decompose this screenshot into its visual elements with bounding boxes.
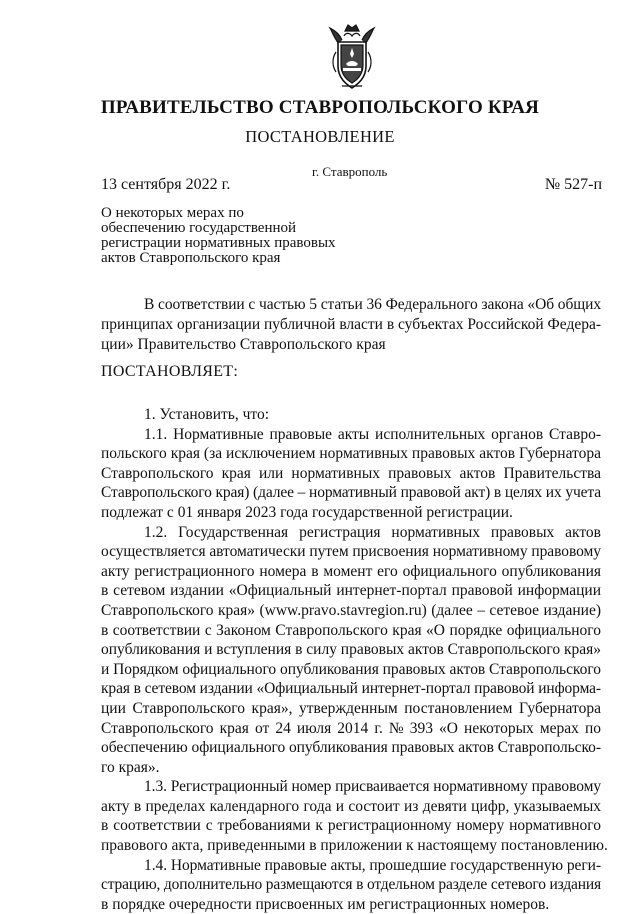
document-date: 13 сентября 2022 г. <box>101 176 231 193</box>
document-body <box>101 405 608 914</box>
body-line: края в сетевом издании «Официальный интернет-портал правовой информа- <box>101 680 601 698</box>
city-label: г. Ставрополь <box>312 164 388 179</box>
document-number: № 527-п <box>544 176 602 193</box>
subject-line: обеспечению государственной <box>101 220 297 236</box>
body-line: и Порядком официального опубликования правовых актов Ставропольского <box>101 660 601 678</box>
body-line: осуществляется автоматически путем присвоения нормативному правовому <box>101 543 601 561</box>
body-line: 1.2. Государственная регистрация нормативных правовых актов <box>144 523 601 541</box>
body-line: в соответствии с требованиями к регистрационному номеру нормативного <box>101 817 601 835</box>
subject-line: актов Ставропольского края <box>101 250 281 266</box>
preamble-line: ции» Правительство Ставропольского края <box>101 336 386 353</box>
body-line: Ставропольского края или нормативных правовых актов Правительства <box>101 464 601 482</box>
body-line: Ставропольского края» (www.pravo.stavregion.ru) (далее – сетевое издание) <box>101 601 601 619</box>
body-line: 1.3. Регистрационный номер присваивается нормативному правовому <box>144 778 601 796</box>
subject-line: О некоторых мерах по <box>101 205 244 221</box>
body-line: 1.4. Нормативные правовые акты, прошедшие государственную реги- <box>144 856 601 874</box>
body-line: в соответствии с Законом Ставропольского края «О порядке официального <box>101 621 601 639</box>
body-line: 1.1. Нормативные правовые акты исполнительных органов Ставро- <box>144 425 601 443</box>
resolves-heading: ПОСТАНОВЛЯЕТ: <box>101 363 239 380</box>
government-title: ПРАВИТЕЛЬСТВО СТАВРОПОЛЬСКОГО КРАЯ <box>100 97 540 118</box>
body-line: ции Ставропольского края», утвержденным постановлением Губернатора <box>101 699 601 717</box>
document-subject <box>101 206 401 266</box>
body-line: страцию, дополнительно размещаются в отдельном разделе сетевого издания <box>101 876 601 894</box>
body-line: Ставропольского края) (далее – нормативный правовой акт) в целях их учета <box>101 484 601 502</box>
body-line: правового акта, приведенными в приложении к настоящему постановлению. <box>101 837 608 855</box>
body-line: польского края (за исключением нормативных правовых актов Губернатора <box>101 445 601 463</box>
body-line: го края». <box>101 758 160 776</box>
body-line: подлежат с 01 января 2023 года государственной регистрации. <box>101 503 513 521</box>
body-line: в порядке очередности присвоенных им регистрационных номеров. <box>101 895 550 913</box>
document-type: ПОСТАНОВЛЕНИЕ <box>245 127 395 146</box>
body-line: опубликования и вступления в силу правовых актов Ставропольского края» <box>101 641 601 659</box>
body-line: в сетевом издании «Официальный интернет-портал правовой информации <box>101 582 601 600</box>
body-line: Ставропольского края от 24 июля 2014 г. № 393 «О некоторых мерах по <box>101 719 601 737</box>
body-line: акту регистрационного номера в момент его официального опубликования <box>101 562 601 580</box>
coat-of-arms-icon <box>328 22 376 92</box>
preamble-line: принципах организации публичной власти в субъектах Российской Федера- <box>101 316 601 333</box>
body-line: акту в пределах календарного года и состоит из девяти цифр, указываемых <box>101 797 601 815</box>
body-line: обеспечению официального опубликования правовых актов Ставропольско- <box>101 739 601 757</box>
preamble <box>101 295 601 355</box>
body-line: 1. Установить, что: <box>144 406 270 423</box>
subject-line: регистрации нормативных правовых <box>101 235 336 251</box>
preamble-line: В соответствии с частью 5 статьи 36 Федерального закона «Об общих <box>144 296 601 313</box>
